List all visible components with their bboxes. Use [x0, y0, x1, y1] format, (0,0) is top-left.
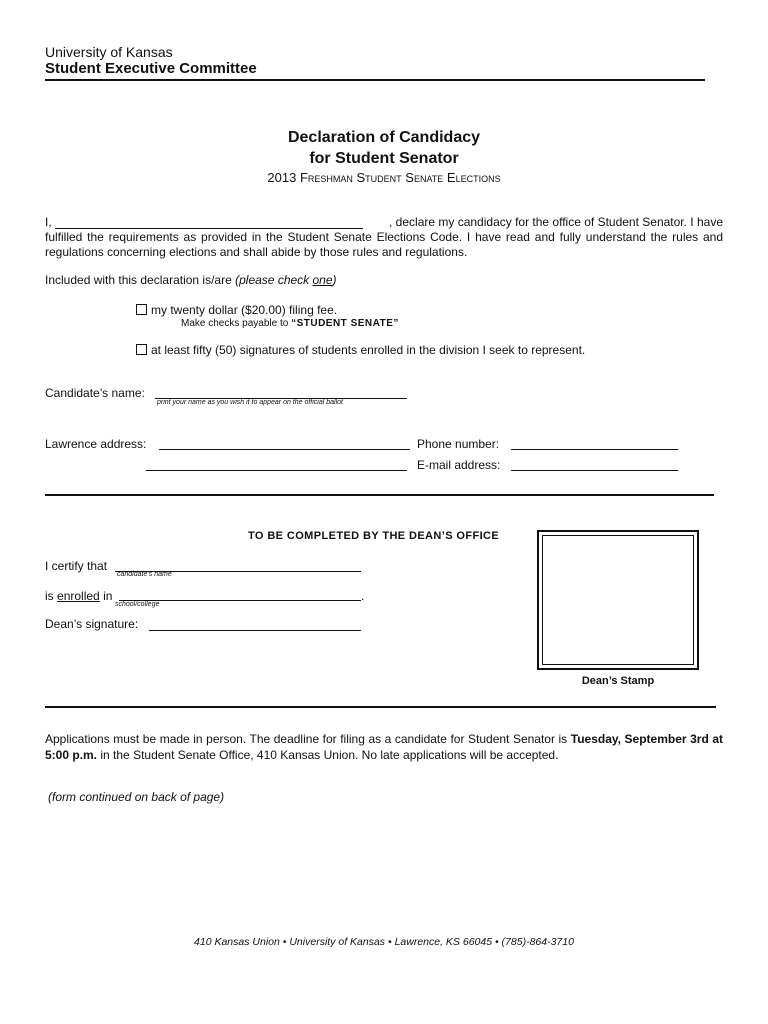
section-divider-1 [45, 494, 714, 496]
fee-option-label: my twenty dollar ($20.00) filing fee. [151, 303, 338, 317]
included-lead: Included with this declaration is/are [45, 273, 232, 287]
section-divider-2 [45, 706, 716, 708]
enrolled-line [45, 589, 112, 603]
declaration-prefix: I, [45, 215, 52, 229]
address-label: Lawrence address: [45, 437, 147, 451]
email-label: E-mail address: [417, 458, 501, 472]
dean-stamp-box [537, 530, 699, 670]
committee-name: Student Executive Committee [45, 60, 257, 77]
dean-section-heading: TO BE COMPLETED BY THE DEAN’S OFFICE [248, 530, 500, 542]
address-field-1[interactable] [159, 449, 410, 450]
form-subtitle: 2013 Freshman Student Senate Elections [267, 170, 501, 185]
phone-label: Phone number: [417, 437, 500, 451]
in-text: in [103, 589, 113, 603]
signatures-option-label: at least fifty (50) signatures of students enrolled in the division I seek to represent. [151, 343, 586, 357]
email-field[interactable] [511, 470, 678, 471]
checks-payable-line [181, 318, 399, 329]
phone-field[interactable] [511, 449, 678, 450]
dean-signature-label: Dean’s signature: [45, 617, 139, 631]
declarant-name-field[interactable] [55, 228, 363, 229]
deadline-text-2: in the Student Senate Office, 410 Kansas Union. No late applications will be accepted. [100, 748, 559, 762]
fee-checkbox[interactable] [136, 304, 147, 315]
footer-contact: 410 Kansas Union • University of Kansas • Lawrence, KS 66045 • (785)-864-3710 [194, 936, 574, 948]
candidate-name-label: Candidate’s name: [45, 386, 145, 400]
address-field-2[interactable] [146, 470, 407, 471]
included-note-open: (please check [235, 273, 313, 287]
deadline-paragraph [45, 731, 723, 763]
certify-candidate-hint: candidate’s name [117, 571, 172, 578]
dean-stamp-inner-border [542, 535, 694, 665]
payee-name: “STUDENT SENATE” [291, 318, 399, 329]
certify-label: I certify that [45, 559, 108, 573]
form-title-line1: Declaration of Candidacy [287, 129, 481, 146]
signatures-option [136, 343, 585, 357]
school-hint: school/college [115, 601, 160, 608]
dean-signature-field[interactable] [149, 630, 361, 631]
enrolled-text: enrolled [57, 589, 100, 603]
signatures-checkbox[interactable] [136, 344, 147, 355]
continued-note: (form continued on back of page) [48, 790, 225, 804]
included-note-one: one [312, 273, 333, 287]
candidate-name-hint: print your name as you wish it to appear on the official ballot [157, 399, 343, 406]
is-text: is [45, 589, 54, 603]
included-note-close: ) [332, 273, 337, 287]
declaration-text: fulfilled the requirements as provided in the Student Senate Elections Code. I have read and fully understand the rules and regulations concerning elections and shall abide by those rules and regulations. [45, 230, 723, 259]
checks-payable-label: Make checks payable to [181, 318, 289, 329]
enrolled-period: . [361, 589, 365, 603]
included-line [45, 273, 337, 287]
form-title-line2: for Student Senator [309, 150, 459, 167]
declaration-text-line1: , declare my candidacy for the office of Student Senator. I have [389, 215, 723, 229]
fee-option [136, 303, 337, 317]
deadline-date: Tuesday, September 3rd at 5:00 p.m. [45, 732, 723, 762]
deadline-text-1: Applications must be made in person. The deadline for filing as a candidate for Student Senator is [45, 732, 568, 746]
dean-stamp-label: Dean’s Stamp [581, 675, 655, 687]
university-name: University of Kansas [45, 44, 173, 60]
header-rule [45, 79, 705, 81]
